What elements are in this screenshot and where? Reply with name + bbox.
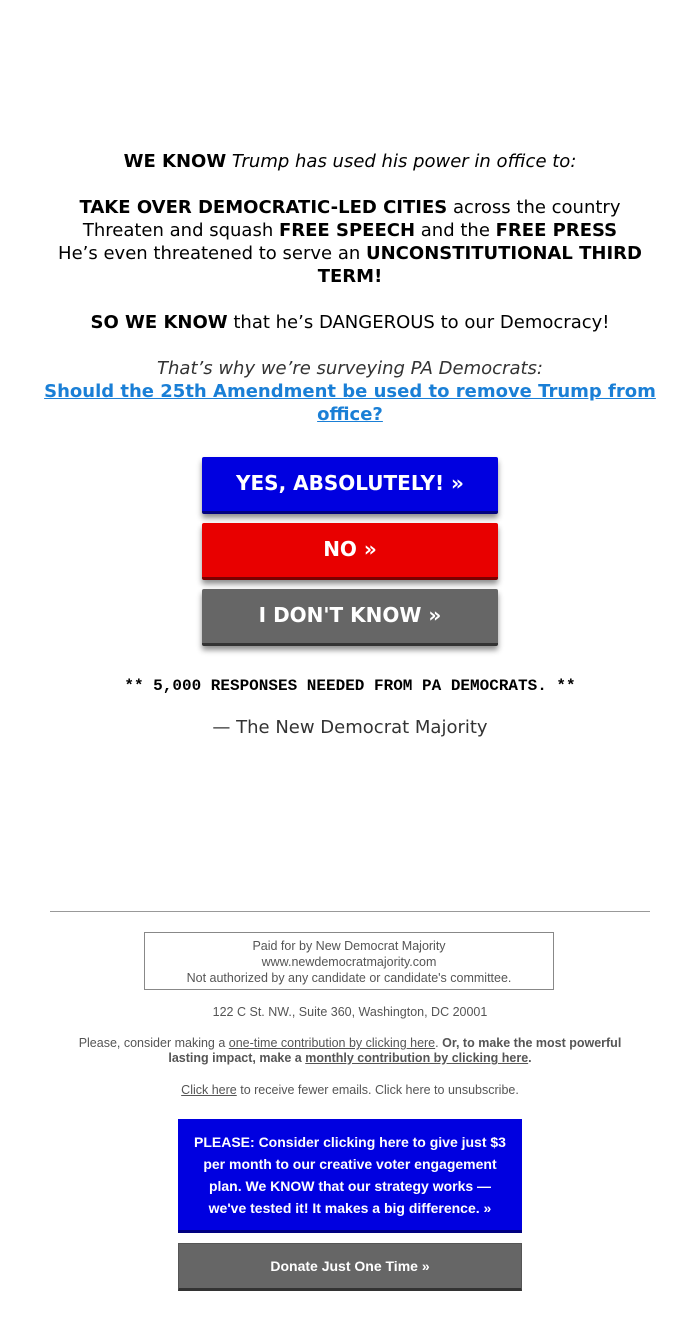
intro-line-5 [40, 311, 660, 334]
intro-line-3 [40, 219, 660, 242]
mailing-address: 122 C St. NW., Suite 360, Washington, DC 20001 [212, 1005, 488, 1019]
monthly-donate-button[interactable]: PLEASE: Consider clicking here to give just $3 per month to our creative voter engagement plan. We KNOW that our strategy works — we've tested it! It makes a big difference. » [178, 1119, 522, 1233]
third-term-bold: UNCONSTITUTIONAL THIRD TERM! [317, 243, 642, 287]
fewer-emails-link[interactable]: Click here [181, 1083, 237, 1097]
intro-block [40, 150, 660, 334]
no-button[interactable]: NO » [202, 523, 498, 580]
intro-line-4 [40, 242, 660, 288]
consider-mid: Or, to make the most powerful lasting impact, make a [168, 1036, 622, 1065]
we-know-bold: WE KNOW [123, 151, 227, 172]
threaten-pre: Threaten and squash [82, 220, 274, 241]
intro-line-2 [40, 196, 660, 219]
footer-divider [50, 911, 650, 912]
take-over-rest: across the country [452, 197, 621, 218]
paid-for-box [144, 932, 554, 990]
dangerous-rest: that he’s DANGEROUS to our Democracy! [233, 312, 610, 333]
so-we-know-bold: SO WE KNOW [90, 312, 228, 333]
fewer-emails-rest: to receive fewer emails. Click here to unsubscribe. [240, 1083, 519, 1097]
intro-line-1 [40, 150, 660, 173]
one-time-donate-button[interactable]: Donate Just One Time » [178, 1243, 522, 1291]
intro-italic: Trump has used his power in office to: [231, 151, 577, 172]
signature: — The New Democrat Majority [212, 717, 488, 738]
one-time-contribution-link[interactable]: one-time contribution by clicking here [228, 1036, 436, 1050]
paid-for-text: Paid for by New Democrat Majority [252, 939, 446, 953]
survey-question-link[interactable]: Should the 25th Amendment be used to remove Trump from office? [44, 381, 656, 425]
website-text: www.newdemocratmajority.com [261, 955, 437, 969]
yes-absolutely-button[interactable]: YES, ABSOLUTELY! » [202, 457, 498, 514]
third-term-pre: He’s even threatened to serve an [58, 243, 361, 264]
dont-know-button[interactable]: I DON'T KNOW » [202, 589, 498, 646]
free-speech-bold: FREE SPEECH [278, 220, 416, 241]
consider-pre: Please, consider making a [78, 1036, 226, 1050]
threaten-mid: and the [420, 220, 490, 241]
fewer-emails-text [0, 1083, 700, 1097]
not-authorized-text: Not authorized by any candidate or candidate's committee. [186, 971, 512, 985]
take-over-bold: TAKE OVER DEMOCRATIC-LED CITIES [79, 197, 448, 218]
responses-needed: ** 5,000 RESPONSES NEEDED FROM PA DEMOCRATS. ** [124, 677, 576, 695]
survey-block [40, 357, 660, 426]
survey-lead: That’s why we’re surveying PA Democrats: [157, 358, 543, 379]
monthly-contribution-link[interactable]: monthly contribution by clicking here [305, 1051, 529, 1065]
contribution-text: Please, consider making a one-time contribution by clicking here. Or, to make the most powerful lasting impact, make a monthly contribution by clicking here. [78, 1036, 622, 1065]
free-press-bold: FREE PRESS [495, 220, 618, 241]
